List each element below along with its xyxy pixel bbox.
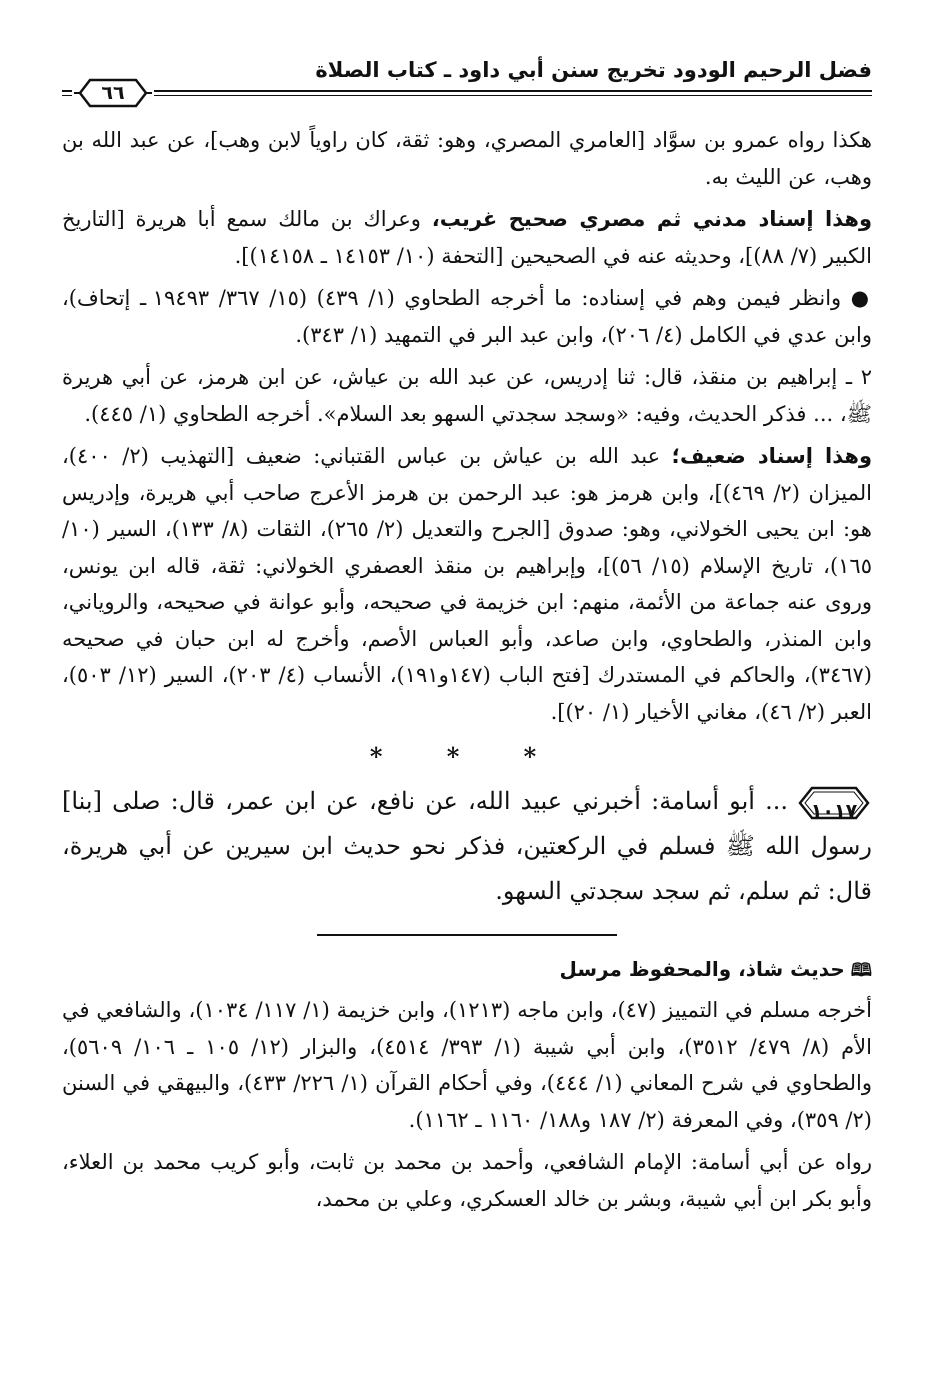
- hadith-text-block: [62, 779, 872, 914]
- page-header: [62, 52, 872, 104]
- header-rule: [62, 90, 872, 92]
- paragraph-4: [62, 359, 872, 432]
- paragraph-5: [62, 438, 872, 730]
- paragraph-2-bold: وهذا إسناد مدني ثم مصري صحيح غريب،: [431, 207, 872, 231]
- paragraph-3-text: ● وانظر فيمن وهم في إسناده: ما أخرجه الطحاوي (١/ ٤٣٩) (١٥/ ٣٦٧/ ١٩٤٩٣ ـ إتحاف)، وابن عدي في الكامل (٤/ ٢٠٦)، وابن عبد البر في التمهيد (١/ ٣٤٣).: [62, 286, 872, 347]
- commentary-paragraph-2: رواه عن أبي أسامة: الإمام الشافعي، وأحمد بن محمد بن ثابت، وأبو كريب محمد بن العلاء، وأبو بكر ابن أبي شيبة، وبشر بن خالد العسكري، وعلي بن محمد،: [62, 1150, 872, 1211]
- hadith-number: ١٠١٧: [810, 799, 858, 822]
- header-rule-thin: [62, 95, 872, 96]
- book-symbol-icon: 🕮: [850, 960, 872, 981]
- paragraph-5-text: عبد الله بن عياش بن عباس القتباني: ضعيف [التهذيب (٢/ ٤٠٠)، الميزان (٢/ ٤٦٩)]، وابن هرمز هو: عبد الرحمن بن هرمز الأعرج صاحب أبي هريرة، وإدريس هو: ابن يحيى الخولاني، وهو: صدوق [الجرح والتعديل (٢/ ٢٦٥)، الثقات (٨/ ١٣٣)، السير (١٠/ ١٦٥)، تاريخ الإسلام (١٥/ ٥٦)]، وإبراهيم بن منقذ العصفري الخولاني: ثقة، قاله ابن يونس، وروى عنه جماعة من الأئمة، منهم: ابن خزيمة في صحيحه، وأبو عوانة في صحيحه، والروياني، وابن المنذر، والطحاوي، وابن صاعد، وأبو العباس الأصم، وأخرج له ابن حبان في صحيحه (٣٤٦٧)، والحاكم في المستدرك [فتح الباب (١٤٧و١٩١)، الأنساب (٤/ ٢٠٣)، السير (١٢/ ٥٠٣)، العبر (٢/ ٤٦)، مغاني الأخيار (١/ ٢٠)].: [62, 444, 873, 724]
- paragraph-3: [62, 280, 872, 353]
- paragraph-2-text: وعراك بن مالك سمع أبا هريرة [التاريخ الكبير (٧/ ٨٨)]، وحديثه عنه في الصحيحين [التحفة (١٠/ ١٤١٥٣ ـ ١٤١٥٨)].: [62, 207, 872, 268]
- running-title: فضل الرحيم الودود تخريج سنن أبي داود ـ كتاب الصلاة: [315, 58, 872, 82]
- commentary-paragraph-1: أخرجه مسلم في التمييز (٤٧)، وابن ماجه (١٢١٣)، وابن خزيمة (١/ ١١٧/ ١٠٣٤)، والشافعي في الأم (٨/ ٤٧٩/ ٣٥١٢)، وابن أبي شيبة (١/ ٣٩٣/ ٤٥١٤)، والبزار (١٢/ ١٠٥ ـ ١٠٦/ ٥٦٠٩)، والطحاوي في شرح المعاني (١/ ٤٤٤)، وفي أحكام القرآن (١/ ٢٢٦/ ٤٣٣)، والبيهقي في السنن (٢/ ٣٥٩)، وفي المعرفة (٢/ ١٨٧ و١٨٨/ ١١٦٠ ـ ١١٦٢).: [62, 998, 872, 1132]
- paragraph-5-bold: وهذا إسناد ضعيف؛: [671, 444, 872, 468]
- footnote-divider: [317, 934, 617, 936]
- section-separator-stars: * * *: [369, 742, 565, 771]
- page-number-badge: [72, 76, 154, 110]
- commentary-heading: [62, 952, 872, 988]
- paragraph-2: [62, 201, 872, 274]
- paragraph-1-text: هكذا رواه عمرو بن سوَّاد [العامري المصري، وهو: ثقة، كان راوياً لابن وهب]، عن عبد الله بن وهب، عن الليث به.: [62, 128, 872, 189]
- commentary-heading-text: حديث شاذ، والمحفوظ مرسل: [559, 957, 845, 981]
- hadith-text: ... أبو أسامة: أخبرني عبيد الله، عن نافع، عن ابن عمر، قال: صلى [بنا] رسول الله ﷺ فسلم في الركعتين، فذكر نحو حديث ابن سيرين عن أبي هريرة، قال: ثم سلم، ثم سجد سجدتي السهو.: [62, 787, 872, 905]
- paragraph-1: [62, 122, 872, 195]
- page-number: ٦٦: [101, 82, 125, 104]
- hadith-number-badge: [796, 785, 872, 821]
- page-body: [62, 122, 872, 1223]
- paragraph-4-text: ٢ ـ إبراهيم بن منقذ، قال: ثنا إدريس، عن عبد الله بن عياش، عن ابن هرمز، عن أبي هريرة ﷺ، ... فذكر الحديث، وفيه: «وسجد سجدتي السهو بعد السلام». أخرجه الطحاوي (١/ ٤٤٥).: [62, 365, 872, 426]
